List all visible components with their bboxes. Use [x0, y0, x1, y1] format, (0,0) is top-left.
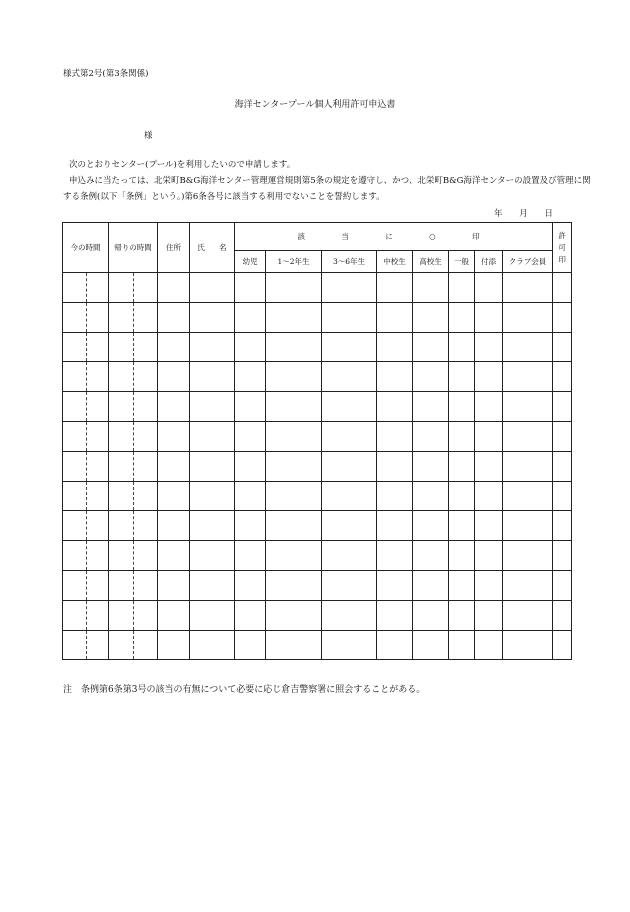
attendant-cell[interactable] — [475, 451, 503, 481]
high-school-cell[interactable] — [413, 332, 449, 362]
club-member-cell[interactable] — [503, 421, 553, 451]
attendant-cell[interactable] — [475, 570, 503, 600]
table-row — [63, 511, 572, 541]
name-cell[interactable] — [190, 630, 235, 660]
address-cell[interactable] — [158, 451, 190, 481]
general-cell[interactable] — [449, 511, 475, 541]
name-cell[interactable] — [190, 511, 235, 541]
departure-time-cell[interactable] — [109, 302, 158, 332]
permission-stamp-cell[interactable] — [553, 511, 572, 541]
infant-cell[interactable] — [235, 332, 266, 362]
high-school-cell[interactable] — [413, 511, 449, 541]
table-row — [63, 273, 572, 303]
departure-time-cell[interactable] — [109, 362, 158, 392]
grade-3-6-cell[interactable] — [322, 541, 377, 571]
junior-high-cell[interactable] — [377, 511, 413, 541]
grade-3-6-cell[interactable] — [322, 570, 377, 600]
address-cell[interactable] — [158, 630, 190, 660]
name-cell[interactable] — [190, 600, 235, 630]
junior-high-cell[interactable] — [377, 481, 413, 511]
name-cell[interactable] — [190, 570, 235, 600]
general-cell[interactable] — [449, 630, 475, 660]
general-cell[interactable] — [449, 332, 475, 362]
address-cell[interactable] — [158, 302, 190, 332]
table-row — [63, 421, 572, 451]
junior-high-cell[interactable] — [377, 570, 413, 600]
category-high-school: 高校生 — [413, 251, 449, 273]
footnote: 注 条例第6条第3号の該当の有無について必要に応じ倉吉警察署に照会することがある。 — [63, 685, 426, 695]
junior-high-cell[interactable] — [377, 421, 413, 451]
infant-cell[interactable] — [235, 362, 266, 392]
attendant-cell[interactable] — [475, 630, 503, 660]
high-school-cell[interactable] — [413, 451, 449, 481]
table-row — [63, 570, 572, 600]
address-cell[interactable] — [158, 392, 190, 422]
date-line: 年 月 日 — [494, 209, 553, 219]
club-member-cell[interactable] — [503, 541, 553, 571]
grade-3-6-cell[interactable] — [322, 362, 377, 392]
junior-high-cell[interactable] — [377, 541, 413, 571]
infant-cell[interactable] — [235, 421, 266, 451]
table-row — [63, 541, 572, 571]
permission-stamp-cell[interactable] — [553, 541, 572, 571]
attendant-cell[interactable] — [475, 273, 503, 303]
general-cell[interactable] — [449, 362, 475, 392]
arrival-time-cell[interactable] — [63, 392, 109, 422]
high-school-cell[interactable] — [413, 302, 449, 332]
infant-cell[interactable] — [235, 630, 266, 660]
departure-time-cell[interactable] — [109, 273, 158, 303]
club-member-cell[interactable] — [503, 273, 553, 303]
general-cell[interactable] — [449, 302, 475, 332]
infant-cell[interactable] — [235, 451, 266, 481]
arrival-time-cell[interactable] — [63, 570, 109, 600]
infant-cell[interactable] — [235, 302, 266, 332]
permission-stamp-cell[interactable] — [553, 332, 572, 362]
table-row — [63, 481, 572, 511]
grade-1-2-cell[interactable] — [266, 302, 322, 332]
category-infant: 幼児 — [235, 251, 266, 273]
grade-3-6-cell[interactable] — [322, 481, 377, 511]
high-school-cell[interactable] — [413, 600, 449, 630]
infant-cell[interactable] — [235, 541, 266, 571]
document-title: 海洋センタープール個人利用許可申込書 — [234, 100, 396, 110]
header-name: 氏 名 — [190, 223, 235, 273]
high-school-cell[interactable] — [413, 392, 449, 422]
junior-high-cell[interactable] — [377, 362, 413, 392]
header-address: 住所 — [158, 223, 190, 273]
departure-time-cell[interactable] — [109, 392, 158, 422]
junior-high-cell[interactable] — [377, 273, 413, 303]
grade-3-6-cell[interactable] — [322, 392, 377, 422]
general-cell[interactable] — [449, 392, 475, 422]
junior-high-cell[interactable] — [377, 451, 413, 481]
category-grade-1-2: 1～2年生 — [266, 251, 322, 273]
club-member-cell[interactable] — [503, 600, 553, 630]
departure-time-cell[interactable] — [109, 332, 158, 362]
high-school-cell[interactable] — [413, 273, 449, 303]
attendant-cell[interactable] — [475, 392, 503, 422]
grade-1-2-cell[interactable] — [266, 273, 322, 303]
table-row — [63, 302, 572, 332]
attendant-cell[interactable] — [475, 332, 503, 362]
permission-stamp-cell[interactable] — [553, 600, 572, 630]
application-table — [62, 222, 572, 660]
header-arrival-time: 今の時間 — [63, 223, 109, 273]
address-cell[interactable] — [158, 511, 190, 541]
grade-1-2-cell[interactable] — [266, 332, 322, 362]
high-school-cell[interactable] — [413, 630, 449, 660]
header-departure-time: 帰りの時間 — [109, 223, 158, 273]
club-member-cell[interactable] — [503, 302, 553, 332]
departure-time-cell[interactable] — [109, 541, 158, 571]
table-row — [63, 451, 572, 481]
grade-1-2-cell[interactable] — [266, 421, 322, 451]
general-cell[interactable] — [449, 273, 475, 303]
address-cell[interactable] — [158, 332, 190, 362]
permission-stamp-cell[interactable] — [553, 630, 572, 660]
high-school-cell[interactable] — [413, 362, 449, 392]
address-cell[interactable] — [158, 570, 190, 600]
grade-3-6-cell[interactable] — [322, 421, 377, 451]
grade-3-6-cell[interactable] — [322, 511, 377, 541]
junior-high-cell[interactable] — [377, 600, 413, 630]
arrival-time-cell[interactable] — [63, 362, 109, 392]
table-row — [63, 392, 572, 422]
arrival-time-cell[interactable] — [63, 273, 109, 303]
header-permission-stamp — [553, 223, 572, 273]
infant-cell[interactable] — [235, 511, 266, 541]
general-cell[interactable] — [449, 541, 475, 571]
arrival-time-cell[interactable] — [63, 451, 109, 481]
grade-1-2-cell[interactable] — [266, 570, 322, 600]
table-row — [63, 362, 572, 392]
permission-stamp-label: 許可印 — [558, 230, 566, 264]
name-cell[interactable] — [190, 451, 235, 481]
club-member-cell[interactable] — [503, 630, 553, 660]
club-member-cell[interactable] — [503, 570, 553, 600]
attendant-cell[interactable] — [475, 541, 503, 571]
name-cell[interactable] — [190, 421, 235, 451]
address-cell[interactable] — [158, 273, 190, 303]
header-applicable-group: 該 当 に ○ 印 — [235, 223, 553, 251]
category-general: 一般 — [449, 251, 475, 273]
club-member-cell[interactable] — [503, 332, 553, 362]
permission-stamp-cell[interactable] — [553, 392, 572, 422]
grade-1-2-cell[interactable] — [266, 630, 322, 660]
arrival-time-cell[interactable] — [63, 541, 109, 571]
table-row — [63, 600, 572, 630]
attendant-cell[interactable] — [475, 481, 503, 511]
club-member-cell[interactable] — [503, 362, 553, 392]
address-cell[interactable] — [158, 362, 190, 392]
departure-time-cell[interactable] — [109, 570, 158, 600]
high-school-cell[interactable] — [413, 570, 449, 600]
departure-time-cell[interactable] — [109, 511, 158, 541]
high-school-cell[interactable] — [413, 541, 449, 571]
club-member-cell[interactable] — [503, 451, 553, 481]
grade-1-2-cell[interactable] — [266, 541, 322, 571]
junior-high-cell[interactable] — [377, 302, 413, 332]
pledge-statement-line2: する条例(以下「条例」という。)第6条各号に該当する利用でないことを誓約します。 — [63, 192, 385, 202]
club-member-cell[interactable] — [503, 511, 553, 541]
general-cell[interactable] — [449, 600, 475, 630]
club-member-cell[interactable] — [503, 481, 553, 511]
departure-time-cell[interactable] — [109, 600, 158, 630]
arrival-time-cell[interactable] — [63, 511, 109, 541]
grade-3-6-cell[interactable] — [322, 600, 377, 630]
general-cell[interactable] — [449, 421, 475, 451]
attendant-cell[interactable] — [475, 362, 503, 392]
address-cell[interactable] — [158, 541, 190, 571]
address-cell[interactable] — [158, 600, 190, 630]
category-junior-high: 中校生 — [377, 251, 413, 273]
high-school-cell[interactable] — [413, 421, 449, 451]
attendant-cell[interactable] — [475, 302, 503, 332]
attendant-cell[interactable] — [475, 421, 503, 451]
address-cell[interactable] — [158, 481, 190, 511]
high-school-cell[interactable] — [413, 481, 449, 511]
table-body — [63, 273, 572, 660]
grade-3-6-cell[interactable] — [322, 630, 377, 660]
name-cell[interactable] — [190, 332, 235, 362]
permission-stamp-cell[interactable] — [553, 451, 572, 481]
grade-1-2-cell[interactable] — [266, 600, 322, 630]
addressee-honorific: 様 — [144, 131, 153, 141]
name-cell[interactable] — [190, 481, 235, 511]
arrival-time-cell[interactable] — [63, 600, 109, 630]
category-club-member: クラブ会員 — [503, 251, 553, 273]
attendant-cell[interactable] — [475, 511, 503, 541]
infant-cell[interactable] — [235, 600, 266, 630]
grade-3-6-cell[interactable] — [322, 273, 377, 303]
grade-3-6-cell[interactable] — [322, 302, 377, 332]
attendant-cell[interactable] — [475, 600, 503, 630]
club-member-cell[interactable] — [503, 392, 553, 422]
form-number: 様式第2号(第3条関係) — [63, 69, 149, 79]
general-cell[interactable] — [449, 451, 475, 481]
infant-cell[interactable] — [235, 392, 266, 422]
grade-1-2-cell[interactable] — [266, 481, 322, 511]
departure-time-cell[interactable] — [109, 481, 158, 511]
infant-cell[interactable] — [235, 570, 266, 600]
permission-stamp-cell[interactable] — [553, 421, 572, 451]
table-row — [63, 630, 572, 660]
permission-stamp-cell[interactable] — [553, 273, 572, 303]
pledge-statement-line1: 申込みに当たっては、北栄町B&G海洋センター管理運営規則第5条の規定を遵守し、かつ、北栄町B&G海洋センターの設置及び管理に関 — [69, 176, 591, 186]
permission-stamp-cell[interactable] — [553, 570, 572, 600]
arrival-time-cell[interactable] — [63, 481, 109, 511]
arrival-time-cell[interactable] — [63, 630, 109, 660]
departure-time-cell[interactable] — [109, 451, 158, 481]
junior-high-cell[interactable] — [377, 332, 413, 362]
grade-1-2-cell[interactable] — [266, 362, 322, 392]
name-cell[interactable] — [190, 273, 235, 303]
grade-3-6-cell[interactable] — [322, 332, 377, 362]
table-row — [63, 332, 572, 362]
permission-stamp-cell[interactable] — [553, 362, 572, 392]
name-cell[interactable] — [190, 541, 235, 571]
application-statement: 次のとおりセンター(プール)を利用したいので申請します。 — [69, 160, 296, 170]
arrival-time-cell[interactable] — [63, 332, 109, 362]
arrival-time-cell[interactable] — [63, 302, 109, 332]
infant-cell[interactable] — [235, 273, 266, 303]
name-cell[interactable] — [190, 302, 235, 332]
departure-time-cell[interactable] — [109, 630, 158, 660]
grade-3-6-cell[interactable] — [322, 451, 377, 481]
name-cell[interactable] — [190, 362, 235, 392]
category-attendant: 付添 — [475, 251, 503, 273]
permission-stamp-cell[interactable] — [553, 481, 572, 511]
grade-1-2-cell[interactable] — [266, 451, 322, 481]
arrival-time-cell[interactable] — [63, 421, 109, 451]
category-grade-3-6: 3～6年生 — [322, 251, 377, 273]
name-cell[interactable] — [190, 392, 235, 422]
grade-1-2-cell[interactable] — [266, 511, 322, 541]
infant-cell[interactable] — [235, 481, 266, 511]
junior-high-cell[interactable] — [377, 630, 413, 660]
junior-high-cell[interactable] — [377, 392, 413, 422]
general-cell[interactable] — [449, 481, 475, 511]
permission-stamp-cell[interactable] — [553, 302, 572, 332]
grade-1-2-cell[interactable] — [266, 392, 322, 422]
departure-time-cell[interactable] — [109, 421, 158, 451]
general-cell[interactable] — [449, 570, 475, 600]
address-cell[interactable] — [158, 421, 190, 451]
